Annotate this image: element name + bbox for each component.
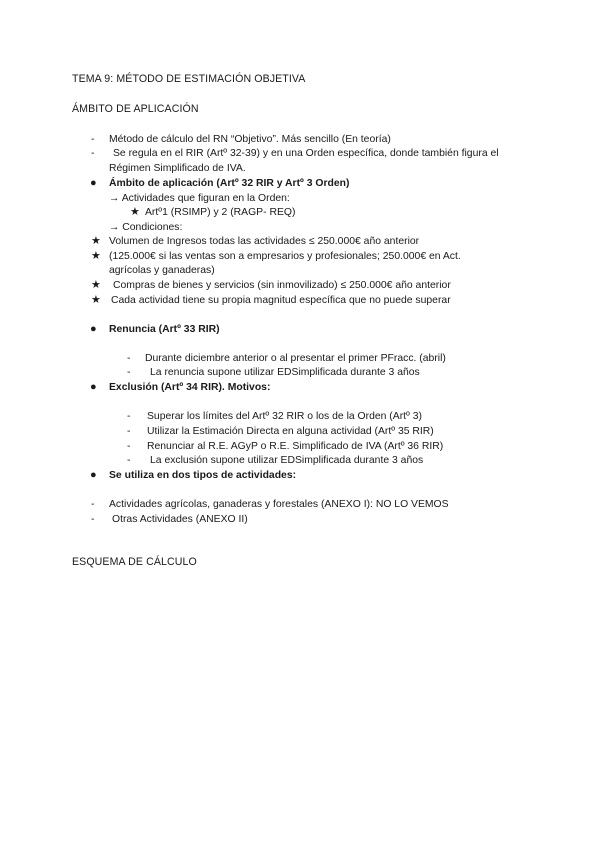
text-line-bold: Renuncia (Artº 33 RIR) [109,324,220,335]
text-line: Volumen de Ingresos todas las actividades ≤ 250.000€ año anterior [109,236,420,247]
dash-marker: - [91,499,95,510]
star-marker: ★ [130,206,140,218]
bullet-marker: ● [90,323,97,335]
text-line: (125.000€ si las ventas son a empresarios y profesionales; 250.000€ en Act. [109,251,461,262]
text-line: Compras de bienes y servicios (sin inmovilizado) ≤ 250.000€ año anterior [113,280,451,291]
section-heading-ambito: ÁMBITO DE APLICACIÓN [72,103,199,115]
text-line: Artº1 (RSIMP) y 2 (RAGP- REQ) [145,207,296,218]
star-marker: ★ [91,250,101,262]
text-line: agrícolas y ganaderas) [109,265,215,276]
dash-marker: - [127,411,131,422]
text-line: Otras Actividades (ANEXO II) [112,514,248,525]
text-line: La renuncia supone utilizar EDSimplificada durante 3 años [150,367,420,378]
bullet-marker: ● [90,469,97,481]
star-marker: ★ [91,279,101,291]
text-line: Durante diciembre anterior o al presentar el primer PFracc. (abril) [145,353,446,364]
bullet-marker: ● [90,381,97,393]
dash-marker: - [127,426,131,437]
text-line: Superar los límites del Artº 32 RIR o los de la Orden (Artº 3) [147,411,422,422]
text-line: → Actividades que figuran en la Orden: [109,193,290,204]
text-line-bold: Se utiliza en dos tipos de actividades: [109,470,297,481]
text-line-bold: Exclusión (Artº 34 RIR). Motivos: [109,382,271,393]
star-marker: ★ [91,235,101,247]
section-heading-esquema: ESQUEMA DE CÁLCULO [72,556,197,568]
star-marker: ★ [91,294,101,306]
dash-marker: - [127,367,131,378]
text-line: La exclusión supone utilizar EDSimplificada durante 3 años [150,455,424,466]
dash-marker: - [127,441,131,452]
dash-marker: - [91,148,95,159]
text-line: Renunciar al R.E. AGyP o R.E. Simplificado de IVA (Artº 36 RIR) [147,441,444,452]
dash-marker: - [91,134,95,145]
document-title: TEMA 9: MÉTODO DE ESTIMACIÓN OBJETIVA [72,73,306,85]
text-line-bold: Ámbito de aplicación (Artº 32 RIR y Artº 3 Orden) [109,178,350,189]
dash-marker: - [127,353,131,364]
dash-marker: - [91,514,95,525]
text-line: Método de cálculo del RN “Objetivo”. Más sencillo (En teoría) [109,134,391,145]
text-line: Se regula en el RIR (Artº 32-39) y en una Orden específica, donde también figura el [113,148,499,159]
bullet-marker: ● [90,177,97,189]
dash-marker: - [127,455,131,466]
text-line: → Condiciones: [109,222,183,233]
text-line: Cada actividad tiene su propia magnitud específica que no puede superar [111,295,451,306]
text-line: Actividades agrícolas, ganaderas y forestales (ANEXO I): NO LO VEMOS [109,499,449,510]
text-line: Utilizar la Estimación Directa en alguna actividad (Artº 35 RIR) [147,426,434,437]
text-line: Régimen Simplificado de IVA. [109,163,246,174]
